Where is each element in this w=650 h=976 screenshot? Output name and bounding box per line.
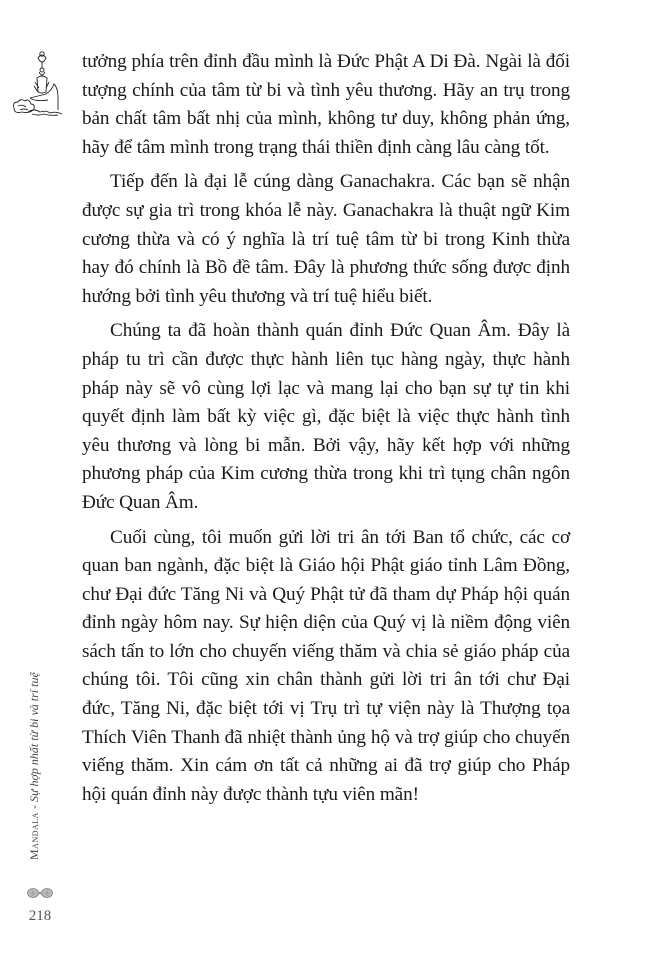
paragraph: Chúng ta đã hoàn thành quán đỉnh Đức Quan Âm. Đây là pháp tu trì cần được thực hành liên tục hàng ngày, thực hành pháp này sẽ vô cùng lợi lạc và mang lại cho bạn sự tự tin khi quyết định làm bất kỳ việc gì, đặc biệt là việc thực hành tình yêu thương và lòng bi mẫn. Bởi vậy, hãy kết hợp với những phương pháp của Kim cương thừa trong khi trì tụng chân ngôn Đức Quan Âm. <box>82 320 570 513</box>
running-head-book-title: Mandala <box>27 812 41 860</box>
running-head-separator: - <box>27 802 41 813</box>
paragraph: Tiếp đến là đại lễ cúng dàng Ganachakra. Các bạn sẽ nhận được sự gia trì trong khóa lễ này. Ganachakra là thuật ngữ Kim cương thừa và có ý nghĩa là trí tuệ tâm từ bi trong Kinh thừa hay đó chính là Bồ đề tâm. Đây là phương thức sống được định hướng bởi tình yêu thương và trí tuệ hiểu biết. <box>82 171 570 307</box>
running-head-subtitle: Sự hợp nhất từ bi và trí tuệ <box>27 672 41 803</box>
page-body <box>82 48 570 815</box>
vajra-hand-lotus-icon <box>8 48 66 120</box>
paragraph: tưởng phía trên đỉnh đầu mình là Đức Phật A Di Đà. Ngài là đối tượng chính của tâm từ bi và tình yêu thương. Hãy an trụ trong bản chất tâm bất nhị của mình, không tư duy, không phản ứng, hãy để tâm mình trong trạng thái thiền định càng lâu càng tốt. <box>82 51 570 158</box>
paragraph: Cuối cùng, tôi muốn gửi lời tri ân tới Ban tổ chức, các cơ quan ban ngành, đặc biệt là Giáo hội Phật giáo tỉnh Lâm Đồng, chư Đại đức Tăng Ni và Quý Phật tử đã tham dự Pháp hội quán đỉnh ngày hôm nay. Sự hiện diện của Quý vị là niềm động viên sách tấn to lớn cho chuyến viếng thăm và chia sẻ giáo pháp của chúng tôi. Tôi cũng xin chân thành gửi lời tri ân tới chư Đại đức, Tăng Ni, đặc biệt tới vị Trụ trì tự viện này là Thượng tọa Thích Viên Thanh đã nhiệt thành ủng hộ và trợ giúp cho chuyến viếng thăm. Xin cám ơn tất cả những ai đã trợ giúp cho Pháp hội quán đỉnh này được thành tựu viên mãn! <box>82 526 570 805</box>
page-number: 218 <box>28 908 52 924</box>
running-head <box>27 672 42 860</box>
double-vajra-icon <box>26 887 54 899</box>
